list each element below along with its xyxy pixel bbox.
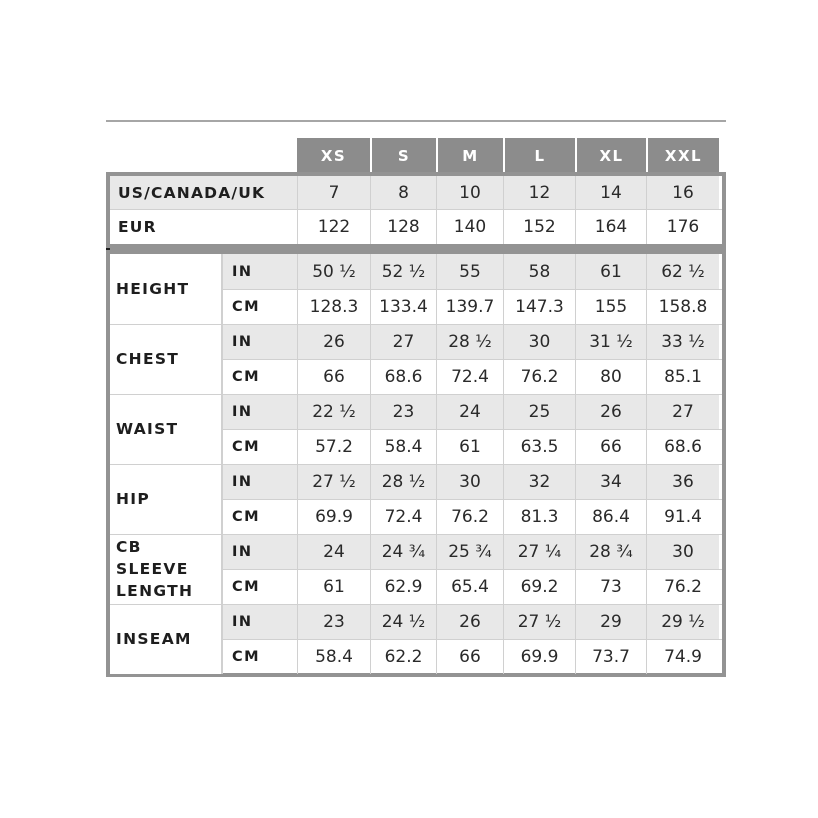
table-cell: 128	[370, 210, 436, 244]
table-row	[222, 569, 719, 604]
table-cell: 22 ½	[297, 394, 370, 429]
table-cell: 26	[575, 394, 646, 429]
table-cell: 76.2	[503, 359, 575, 394]
table-cell: 69.2	[503, 569, 575, 604]
table-cell: 8	[370, 176, 436, 210]
table-cell: 76.2	[646, 569, 719, 604]
table-cell: 24	[297, 534, 370, 569]
unit-label: CM	[222, 639, 297, 674]
table-cell: 14	[575, 176, 646, 210]
unit-label: IN	[222, 394, 297, 429]
group-divider	[110, 324, 722, 325]
table-row	[222, 499, 719, 534]
table-cell: 30	[503, 324, 575, 359]
table-cell: 58.4	[297, 639, 370, 674]
table-cell: 58.4	[370, 429, 436, 464]
unit-label: IN	[222, 464, 297, 499]
table-cell: 25 ¾	[436, 534, 503, 569]
table-cell: 69.9	[297, 499, 370, 534]
table-row	[222, 429, 719, 464]
table-cell: 26	[297, 324, 370, 359]
table-cell: 139.7	[436, 289, 503, 324]
table-cell: 147.3	[503, 289, 575, 324]
row-divider	[222, 429, 722, 430]
table-cell: 176	[646, 210, 719, 244]
table-cell: 32	[503, 464, 575, 499]
table-cell: 25	[503, 394, 575, 429]
size-header-xl: XL	[575, 138, 646, 174]
table-cell: 61	[436, 429, 503, 464]
unit-label: CM	[222, 569, 297, 604]
row-divider	[222, 289, 722, 290]
table-cell: 27	[370, 324, 436, 359]
table-row	[222, 639, 719, 674]
table-cell: 61	[297, 569, 370, 604]
table-cell: 81.3	[503, 499, 575, 534]
top-rule	[106, 120, 726, 122]
row-divider	[110, 209, 722, 210]
table-cell: 7	[297, 176, 370, 210]
table-cell: 62.9	[370, 569, 436, 604]
unit-label: IN	[222, 604, 297, 639]
table-cell: 86.4	[575, 499, 646, 534]
table-cell: 62.2	[370, 639, 436, 674]
size-header-row	[297, 138, 719, 174]
table-cell: 72.4	[370, 499, 436, 534]
table-cell: 63.5	[503, 429, 575, 464]
unit-label: IN	[222, 324, 297, 359]
group-divider	[110, 534, 722, 535]
table-cell: 65.4	[436, 569, 503, 604]
table-cell: 62 ½	[646, 254, 719, 289]
measurement-label: HIP	[110, 464, 222, 534]
table-cell: 58	[503, 254, 575, 289]
table-cell: 73.7	[575, 639, 646, 674]
table-row	[222, 254, 719, 289]
table-cell: 28 ½	[370, 464, 436, 499]
size-header-l: L	[503, 138, 575, 174]
size-header-xs: XS	[297, 138, 370, 174]
row-label: US/CANADA/UK	[118, 184, 266, 202]
table-cell: 24 ¾	[370, 534, 436, 569]
table-cell: 31 ½	[575, 324, 646, 359]
unit-label: CM	[222, 289, 297, 324]
table-cell: 27 ¼	[503, 534, 575, 569]
table-row	[222, 394, 719, 429]
table-cell: 128.3	[297, 289, 370, 324]
unit-label: CM	[222, 359, 297, 394]
table-cell: 33 ½	[646, 324, 719, 359]
table-cell: 164	[575, 210, 646, 244]
table-cell: 91.4	[646, 499, 719, 534]
table-cell: 30	[436, 464, 503, 499]
table-cell: 140	[436, 210, 503, 244]
table-cell: 36	[646, 464, 719, 499]
table-row	[222, 359, 719, 394]
table-cell: 29	[575, 604, 646, 639]
table-cell: 68.6	[646, 429, 719, 464]
measurement-label: CHEST	[110, 324, 222, 394]
table-row	[110, 210, 719, 244]
table-cell: 152	[503, 210, 575, 244]
table-cell: 29 ½	[646, 604, 719, 639]
table-cell: 24 ½	[370, 604, 436, 639]
row-divider	[222, 359, 722, 360]
table-cell: 57.2	[297, 429, 370, 464]
table-cell: 52 ½	[370, 254, 436, 289]
table-cell: 61	[575, 254, 646, 289]
table-cell: 80	[575, 359, 646, 394]
measurement-label: CB SLEEVE LENGTH	[110, 534, 222, 604]
table-cell: 12	[503, 176, 575, 210]
table-cell: 10	[436, 176, 503, 210]
table-row	[222, 604, 719, 639]
group-divider	[110, 394, 722, 395]
size-header-s: S	[370, 138, 436, 174]
table-row	[110, 176, 719, 210]
table-row	[222, 464, 719, 499]
table-cell: 155	[575, 289, 646, 324]
table-cell: 27 ½	[297, 464, 370, 499]
unit-label: IN	[222, 254, 297, 289]
table-cell: 23	[370, 394, 436, 429]
row-label: EUR	[118, 218, 157, 236]
table-cell: 50 ½	[297, 254, 370, 289]
measurement-label: INSEAM	[110, 604, 222, 674]
table-row	[222, 534, 719, 569]
table-cell: 158.8	[646, 289, 719, 324]
measurement-label: WAIST	[110, 394, 222, 464]
table-cell: 66	[436, 639, 503, 674]
measurement-label: HEIGHT	[110, 254, 222, 324]
table-cell: 23	[297, 604, 370, 639]
table-cell: 133.4	[370, 289, 436, 324]
table-cell: 27	[646, 394, 719, 429]
table-cell: 30	[646, 534, 719, 569]
table-cell: 68.6	[370, 359, 436, 394]
row-divider	[222, 569, 722, 570]
table-cell: 85.1	[646, 359, 719, 394]
row-divider	[222, 499, 722, 500]
unit-label: IN	[222, 534, 297, 569]
table-cell: 73	[575, 569, 646, 604]
group-divider	[110, 464, 722, 465]
table-cell: 27 ½	[503, 604, 575, 639]
table-cell: 66	[297, 359, 370, 394]
table-cell: 76.2	[436, 499, 503, 534]
group-divider	[110, 604, 722, 605]
table-row	[222, 324, 719, 359]
table-cell: 66	[575, 429, 646, 464]
table-cell: 16	[646, 176, 719, 210]
table-row	[222, 289, 719, 324]
size-header-xxl: XXL	[646, 138, 719, 174]
table-cell: 34	[575, 464, 646, 499]
table-cell: 28 ½	[436, 324, 503, 359]
unit-label: CM	[222, 429, 297, 464]
table-cell: 26	[436, 604, 503, 639]
table-cell: 72.4	[436, 359, 503, 394]
table-cell: 55	[436, 254, 503, 289]
table-cell: 28 ¾	[575, 534, 646, 569]
size-header-m: M	[436, 138, 503, 174]
unit-label: CM	[222, 499, 297, 534]
table-cell: 24	[436, 394, 503, 429]
table-cell: 74.9	[646, 639, 719, 674]
table-cell: 69.9	[503, 639, 575, 674]
table-cell: 122	[297, 210, 370, 244]
row-divider	[222, 639, 722, 640]
